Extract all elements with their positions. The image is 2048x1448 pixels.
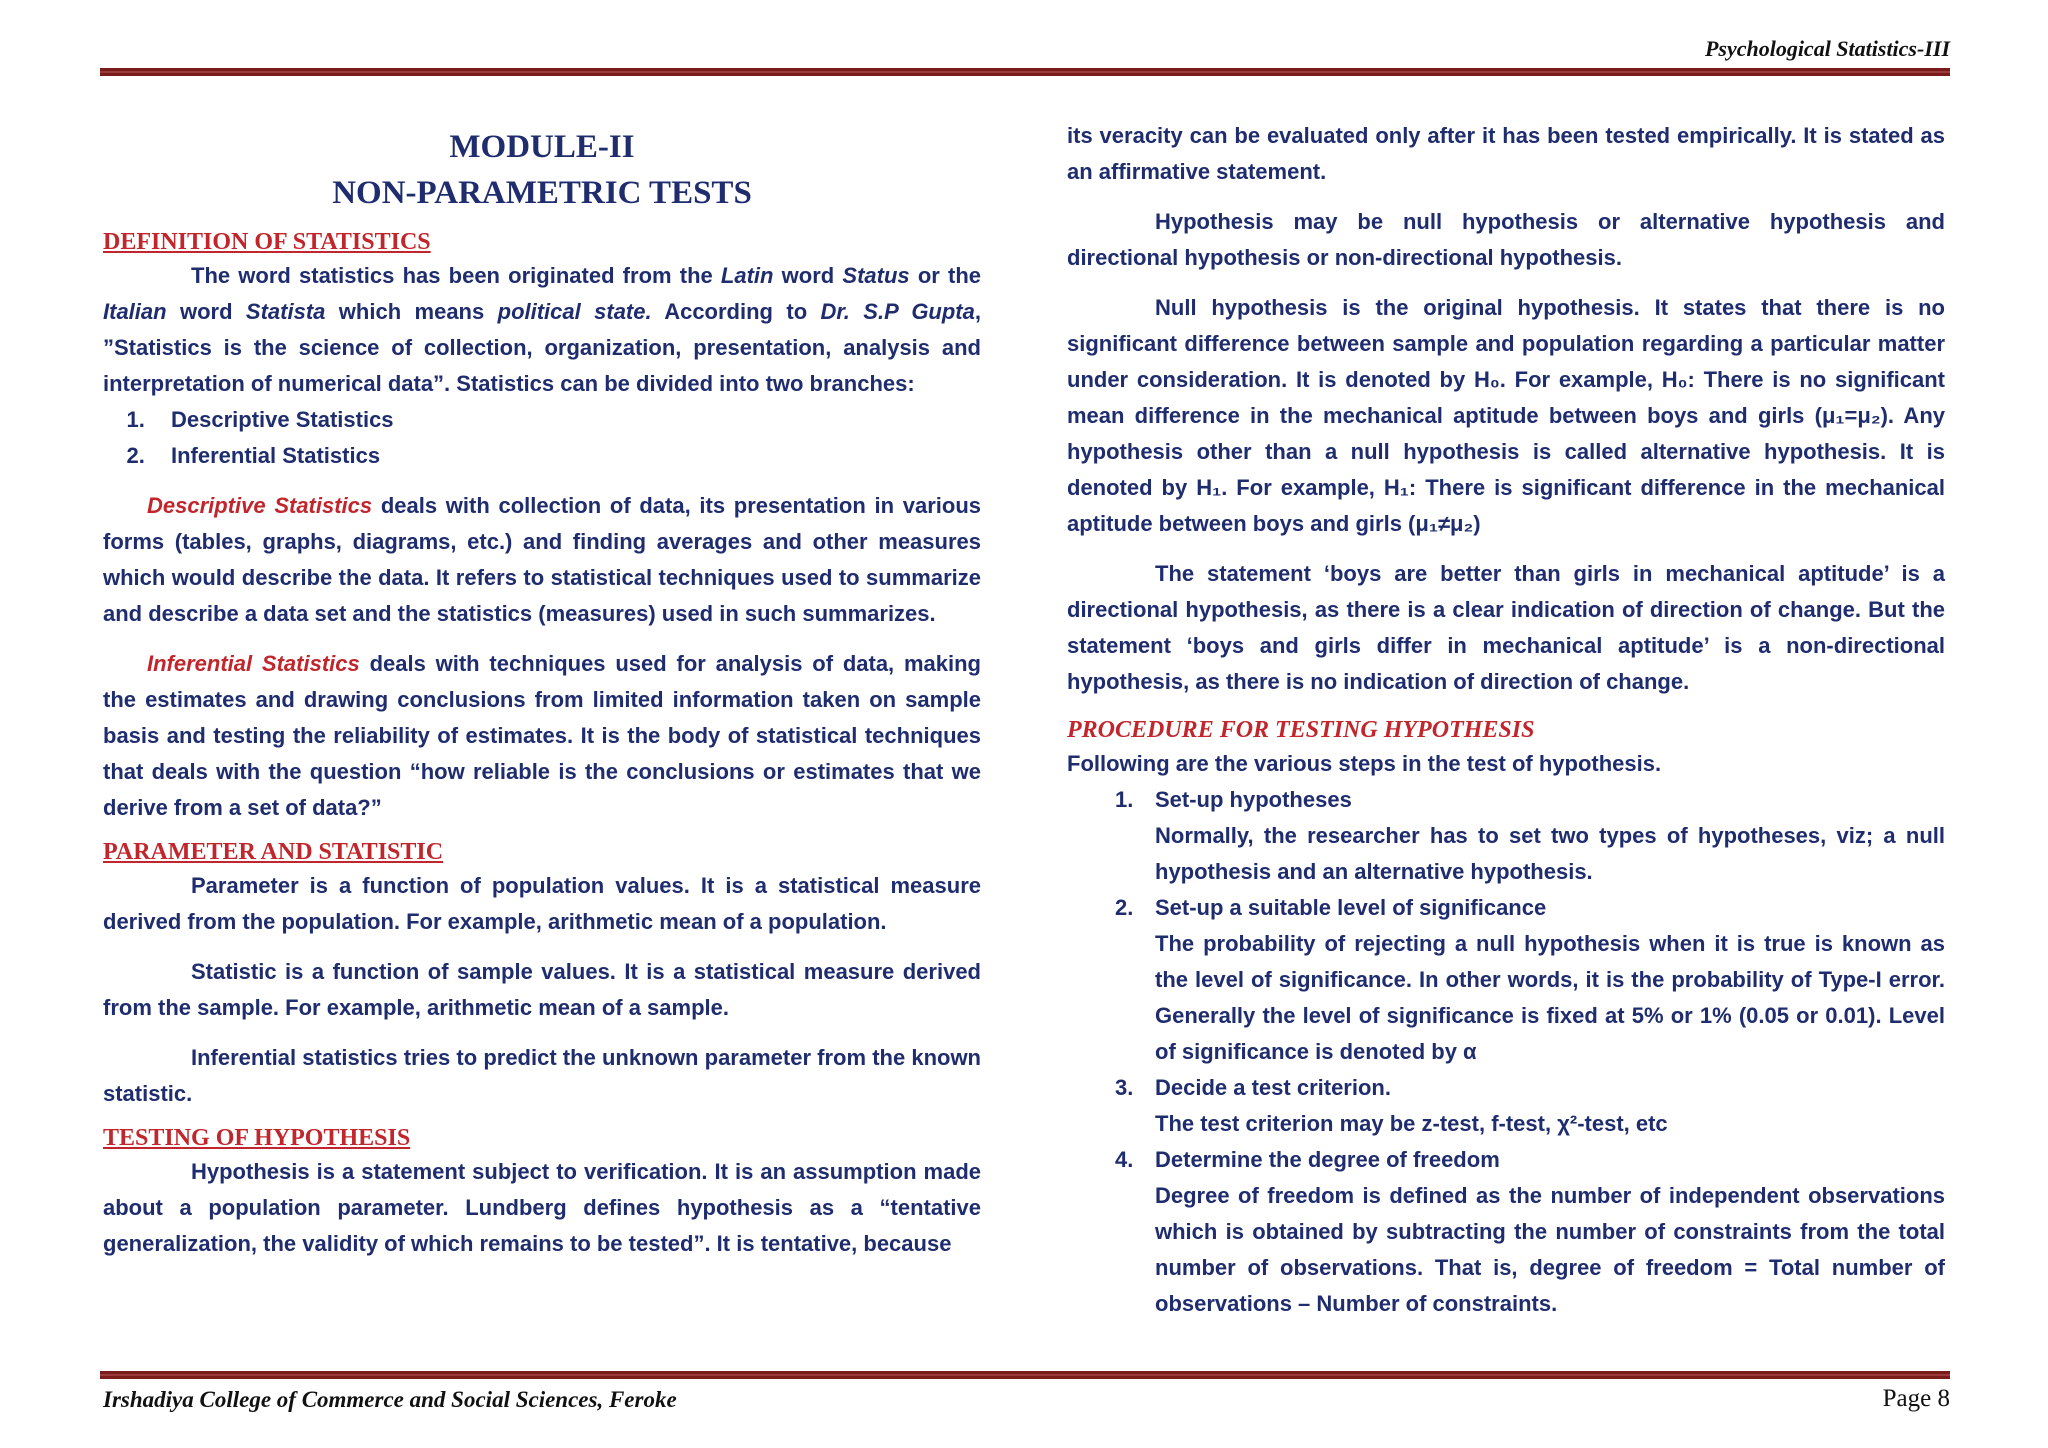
list-item: 1. Descriptive Statistics: [151, 402, 981, 438]
list-item: 1. Set-up hypotheses: [1115, 787, 1352, 812]
left-column: [103, 118, 981, 1262]
module-title: MODULE-II: [449, 129, 635, 165]
parameter-paragraph: Parameter is a function of population values. It is a statistical measure derived from the population. For example, arithmetic mean of a population.: [103, 873, 981, 934]
list-item: 3. Decide a test criterion.: [1115, 1075, 1391, 1100]
definition-heading: DEFINITION OF STATISTICS: [103, 229, 431, 255]
page-number: Page 8: [1882, 1385, 1950, 1412]
descriptive-term: Descriptive Statistics: [147, 493, 373, 518]
parameter-heading: PARAMETER AND STATISTIC: [103, 839, 444, 865]
step-description: The test criterion may be z-test, f-test, χ²-test, etc: [1155, 1111, 1668, 1136]
footer-college: Irshadiya College of Commerce and Social Sciences, Feroke: [103, 1387, 677, 1412]
list-item: 2. Set-up a suitable level of significance: [1115, 895, 1547, 920]
hypothesis-paragraph: Hypothesis is a statement subject to verification. It is an assumption made about a population parameter. Lundberg defines hypothesis as a “tentative generalization, the validity of which remains to be tested”. It is tentative, because: [103, 1159, 981, 1256]
step-description: Degree of freedom is defined as the number of independent observations which is obtained by subtracting the number of constraints from the total number of observations. That is, degree of freedom = Total number of observations – Number of constraints.: [1155, 1183, 1945, 1316]
inferential-paragraph: Inferential Statistics deals with techniques used for analysis of data, making the estimates and drawing conclusions from limited information taken on sample basis and testing the reliability of estimates. It is the body of statistical techniques that deals with the question “how reliable is the conclusions or estimates that we derive from a set of data?”: [103, 651, 981, 820]
step-description: The probability of rejecting a null hypothesis when it is true is known as the level of significance. In other words, it is the probability of Type-I error. Generally the level of significance is fixed at 5% or 1% (0.05 or 0.01). Level of significance is denoted by α: [1155, 931, 1945, 1064]
statistic-paragraph: Statistic is a function of sample values. It is a statistical measure derived from the sample. For example, arithmetic mean of a sample.: [103, 959, 981, 1020]
list-item: 2. Inferential Statistics: [151, 438, 981, 474]
inferential-predict-paragraph: Inferential statistics tries to predict the unknown parameter from the known statistic.: [103, 1045, 981, 1106]
steps-list: [1067, 782, 1945, 1322]
veracity-paragraph: its veracity can be evaluated only after it has been tested empirically. It is stated as an affirmative statement.: [1067, 123, 1945, 184]
directional-paragraph: The statement ‘boys are better than girls in mechanical aptitude’ is a directional hypothesis, as there is a clear indication of direction of change. But the statement ‘boys and girls differ in mechanical aptitude’ is a non-directional hypothesis, as there is no indication of direction of change.: [1067, 561, 1945, 694]
right-column: [1067, 118, 1945, 1322]
module-subtitle: NON-PARAMETRIC TESTS: [332, 175, 752, 211]
null-hypothesis-paragraph: Null hypothesis is the original hypothesis. It states that there is no significant difference between sample and population regarding a particular matter under consideration. It is denoted by H₀. For example, H₀: There is no significant mean difference in the mechanical aptitude between boys and girls (μ₁=μ₂). Any hypothesis other than a null hypothesis is called alternative hypothesis. It is denoted by H₁. For example, H₁: There is significant difference in the mechanical aptitude between boys and girls (μ₁≠μ₂): [1067, 295, 1945, 536]
footer-rule: [100, 1371, 1950, 1379]
procedure-heading: PROCEDURE FOR TESTING HYPOTHESIS: [1067, 717, 1535, 743]
hypothesis-types-paragraph: Hypothesis may be null hypothesis or alternative hypothesis and directional hypothesis or non-directional hypothesis.: [1067, 209, 1945, 270]
step-description: Normally, the researcher has to set two types of hypotheses, viz; a null hypothesis and an alternative hypothesis.: [1155, 823, 1945, 884]
list-item: 4. Determine the degree of freedom: [1115, 1147, 1500, 1172]
branches-list: [103, 402, 981, 474]
running-header: Psychological Statistics-III: [1704, 36, 1950, 61]
descriptive-paragraph: Descriptive Statistics deals with collection of data, its presentation in various forms (tables, graphs, diagrams, etc.) and finding averages and other measures which would describe the data. It refers to statistical techniques used to summarize and describe a data set and the statistics (measures) used in such summarizes.: [103, 493, 981, 626]
procedure-intro: Following are the various steps in the test of hypothesis.: [1067, 751, 1662, 776]
header-rule: [100, 68, 1950, 76]
inferential-term: Inferential Statistics: [147, 651, 360, 676]
definition-paragraph: The word statistics has been originated from the Latin word Status or the Italian word Statista which means political state. According to Dr. S.P Gupta, ”Statistics is the science of collection, organization, presentation, analysis and interpretation of numerical data”. Statistics can be divided into two branches:: [103, 263, 981, 396]
testing-heading: TESTING OF HYPOTHESIS: [103, 1125, 411, 1151]
